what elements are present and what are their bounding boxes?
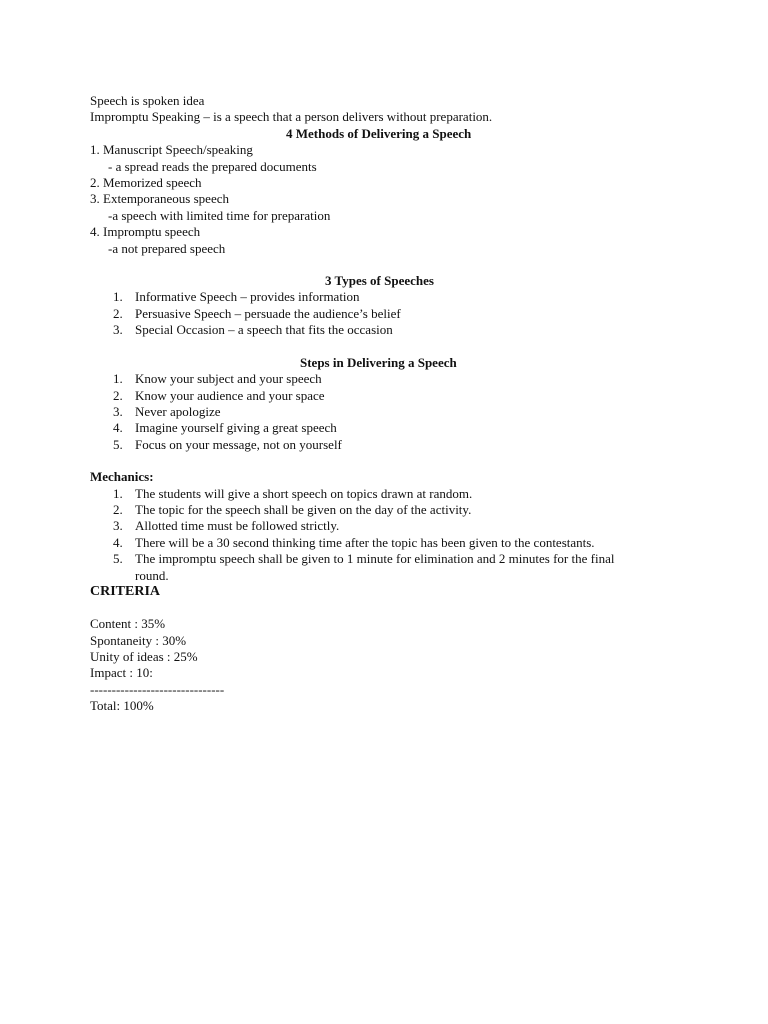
- steps-item-4-number: 4.: [113, 420, 123, 435]
- types-item-1: Informative Speech – provides information: [135, 289, 360, 304]
- methods-heading: 4 Methods of Delivering a Speech: [286, 126, 472, 141]
- steps-heading: Steps in Delivering a Speech: [300, 355, 457, 370]
- method-item-2: 2. Memorized speech: [90, 175, 202, 190]
- intro-line-1: Speech is spoken idea: [90, 93, 205, 108]
- steps-item-2: Know your audience and your space: [135, 388, 325, 403]
- mechanics-item-3-number: 3.: [113, 518, 123, 533]
- steps-item-3-number: 3.: [113, 404, 123, 419]
- mechanics-item-5-continuation: round.: [135, 568, 169, 583]
- mechanics-item-4: There will be a 30 second thinking time after the topic has been given to the contestants.: [135, 535, 595, 550]
- mechanics-item-2: The topic for the speech shall be given on the day of the activity.: [135, 502, 472, 517]
- method-item-1: 1. Manuscript Speech/speaking: [90, 142, 253, 157]
- types-item-2-number: 2.: [113, 306, 123, 321]
- mechanics-heading: Mechanics:: [90, 469, 154, 484]
- types-item-2: Persuasive Speech – persuade the audience’s belief: [135, 306, 401, 321]
- steps-item-5: Focus on your message, not on yourself: [135, 437, 342, 452]
- types-item-1-number: 1.: [113, 289, 123, 304]
- mechanics-item-5-number: 5.: [113, 551, 123, 566]
- steps-item-4: Imagine yourself giving a great speech: [135, 420, 337, 435]
- types-heading: 3 Types of Speeches: [325, 273, 434, 288]
- criteria-total: Total: 100%: [90, 698, 154, 713]
- criteria-unity-of-ideas: Unity of ideas : 25%: [90, 649, 198, 664]
- mechanics-item-5: The impromptu speech shall be given to 1 minute for elimination and 2 minutes for the final: [135, 551, 615, 566]
- criteria-impact: Impact : 10:: [90, 665, 153, 680]
- steps-item-2-number: 2.: [113, 388, 123, 403]
- method-item-4: 4. Impromptu speech: [90, 224, 201, 239]
- steps-item-3: Never apologize: [135, 404, 221, 419]
- mechanics-item-1-number: 1.: [113, 486, 123, 501]
- steps-item-5-number: 5.: [113, 437, 123, 452]
- mechanics-item-3: Allotted time must be followed strictly.: [135, 518, 340, 533]
- criteria-spontaneity: Spontaneity : 30%: [90, 633, 187, 648]
- mechanics-item-2-number: 2.: [113, 502, 123, 517]
- steps-item-1: Know your subject and your speech: [135, 371, 322, 386]
- method-item-1-desc: - a spread reads the prepared documents: [108, 159, 317, 174]
- method-item-4-desc: -a not prepared speech: [108, 241, 226, 256]
- steps-item-1-number: 1.: [113, 371, 123, 386]
- criteria-content: Content : 35%: [90, 616, 166, 631]
- criteria-divider: -------------------------------: [90, 682, 225, 697]
- method-item-3-desc: -a speech with limited time for preparation: [108, 208, 331, 223]
- criteria-heading: CRITERIA: [90, 584, 161, 599]
- mechanics-item-4-number: 4.: [113, 535, 123, 550]
- method-item-3: 3. Extemporaneous speech: [90, 191, 229, 206]
- mechanics-item-1: The students will give a short speech on topics drawn at random.: [135, 486, 473, 501]
- types-item-3-number: 3.: [113, 322, 123, 337]
- types-item-3: Special Occasion – a speech that fits the occasion: [135, 322, 393, 337]
- intro-line-2: Impromptu Speaking – is a speech that a person delivers without preparation.: [90, 109, 493, 124]
